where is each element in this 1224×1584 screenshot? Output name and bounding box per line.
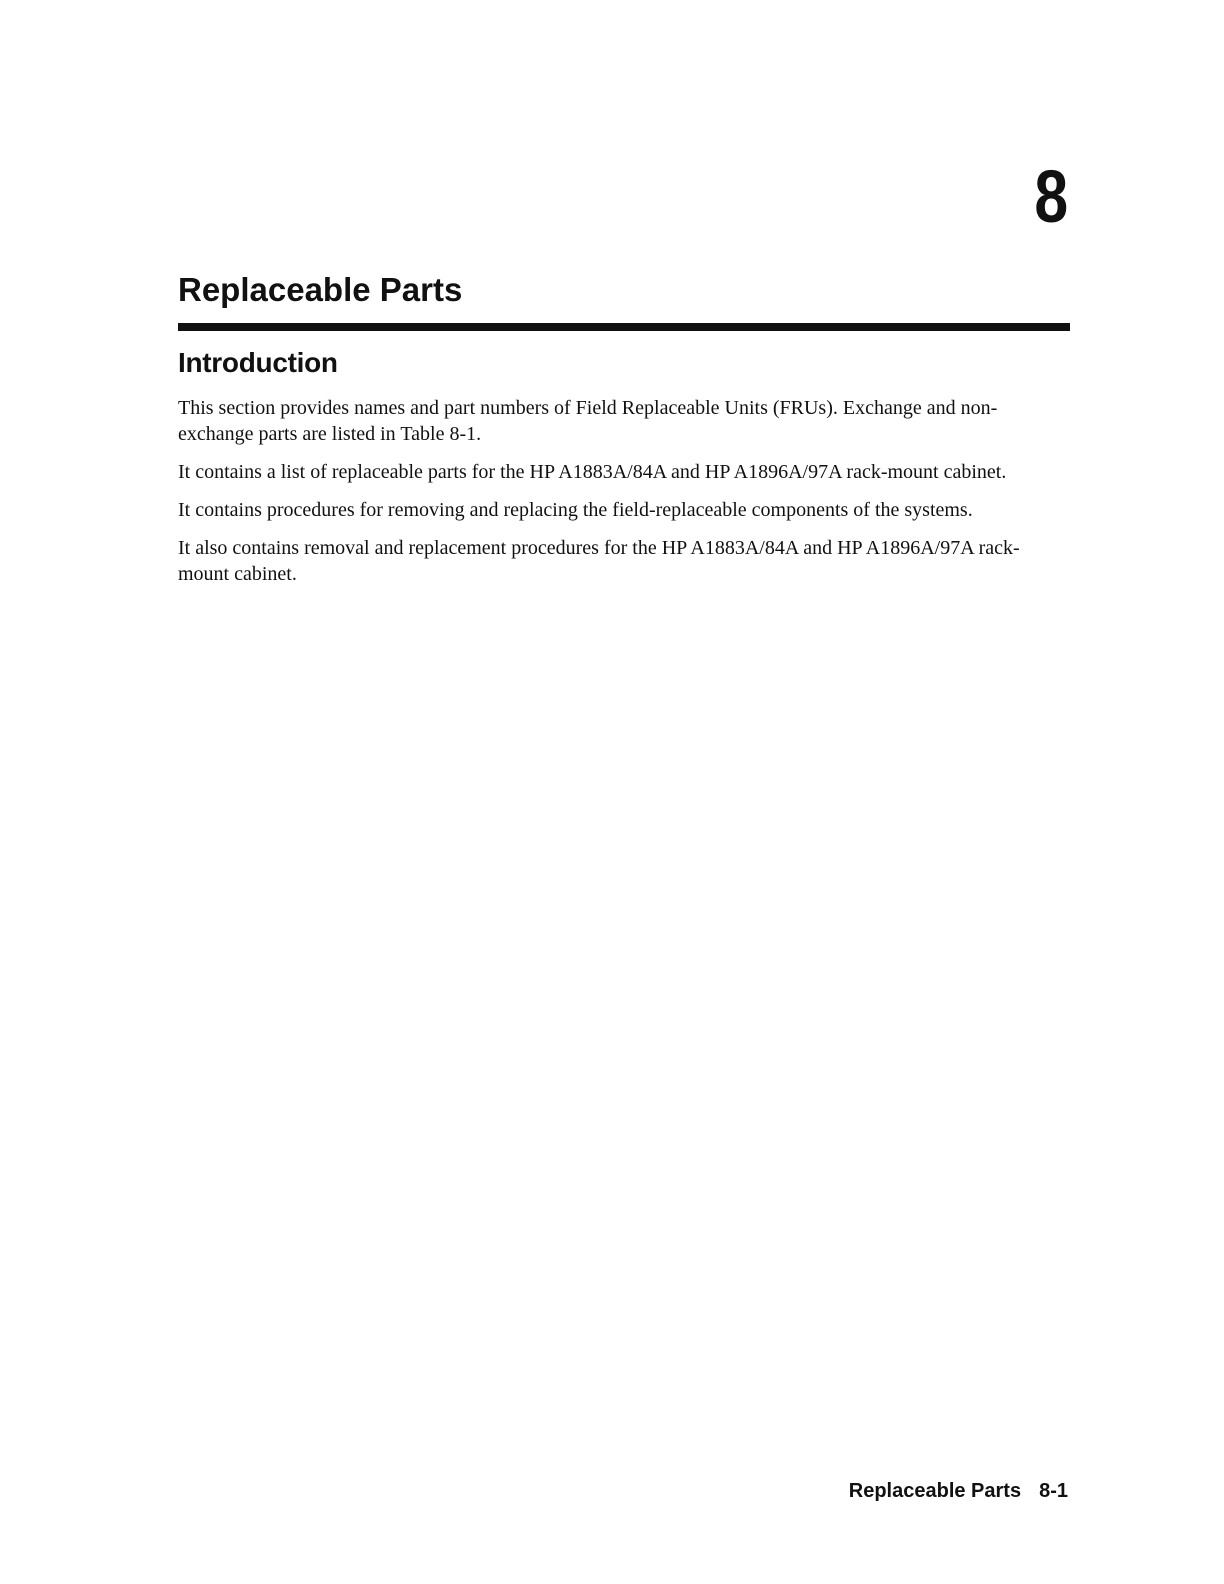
chapter-title: Replaceable Parts <box>178 271 463 308</box>
paragraph-fru-intro: This section provides names and part numbers of Field Replaceable Units (FRUs). Exchange and non-exchange parts are listed in Table 8-1. <box>178 397 998 445</box>
chapter-number: 8 <box>1034 155 1068 238</box>
footer-page-number: 8-1 <box>1039 1480 1068 1502</box>
footer-section-label: Replaceable Parts <box>848 1480 1022 1502</box>
title-rule <box>178 323 1070 331</box>
paragraph-procedures: It contains procedures for removing and replacing the field-replaceable components of the systems. <box>178 499 973 521</box>
page-footer <box>849 1479 1068 1503</box>
body-text <box>178 395 1063 599</box>
section-heading: Introduction <box>178 347 338 378</box>
paragraph-cabinet-procedures: It also contains removal and replacement procedures for the HP A1883A/84A and HP A1896A/97A rack-mount cabinet. <box>178 537 1020 585</box>
paragraph-parts-list: It contains a list of replaceable parts for the HP A1883A/84A and HP A1896A/97A rack-mount cabinet. <box>178 461 1007 483</box>
